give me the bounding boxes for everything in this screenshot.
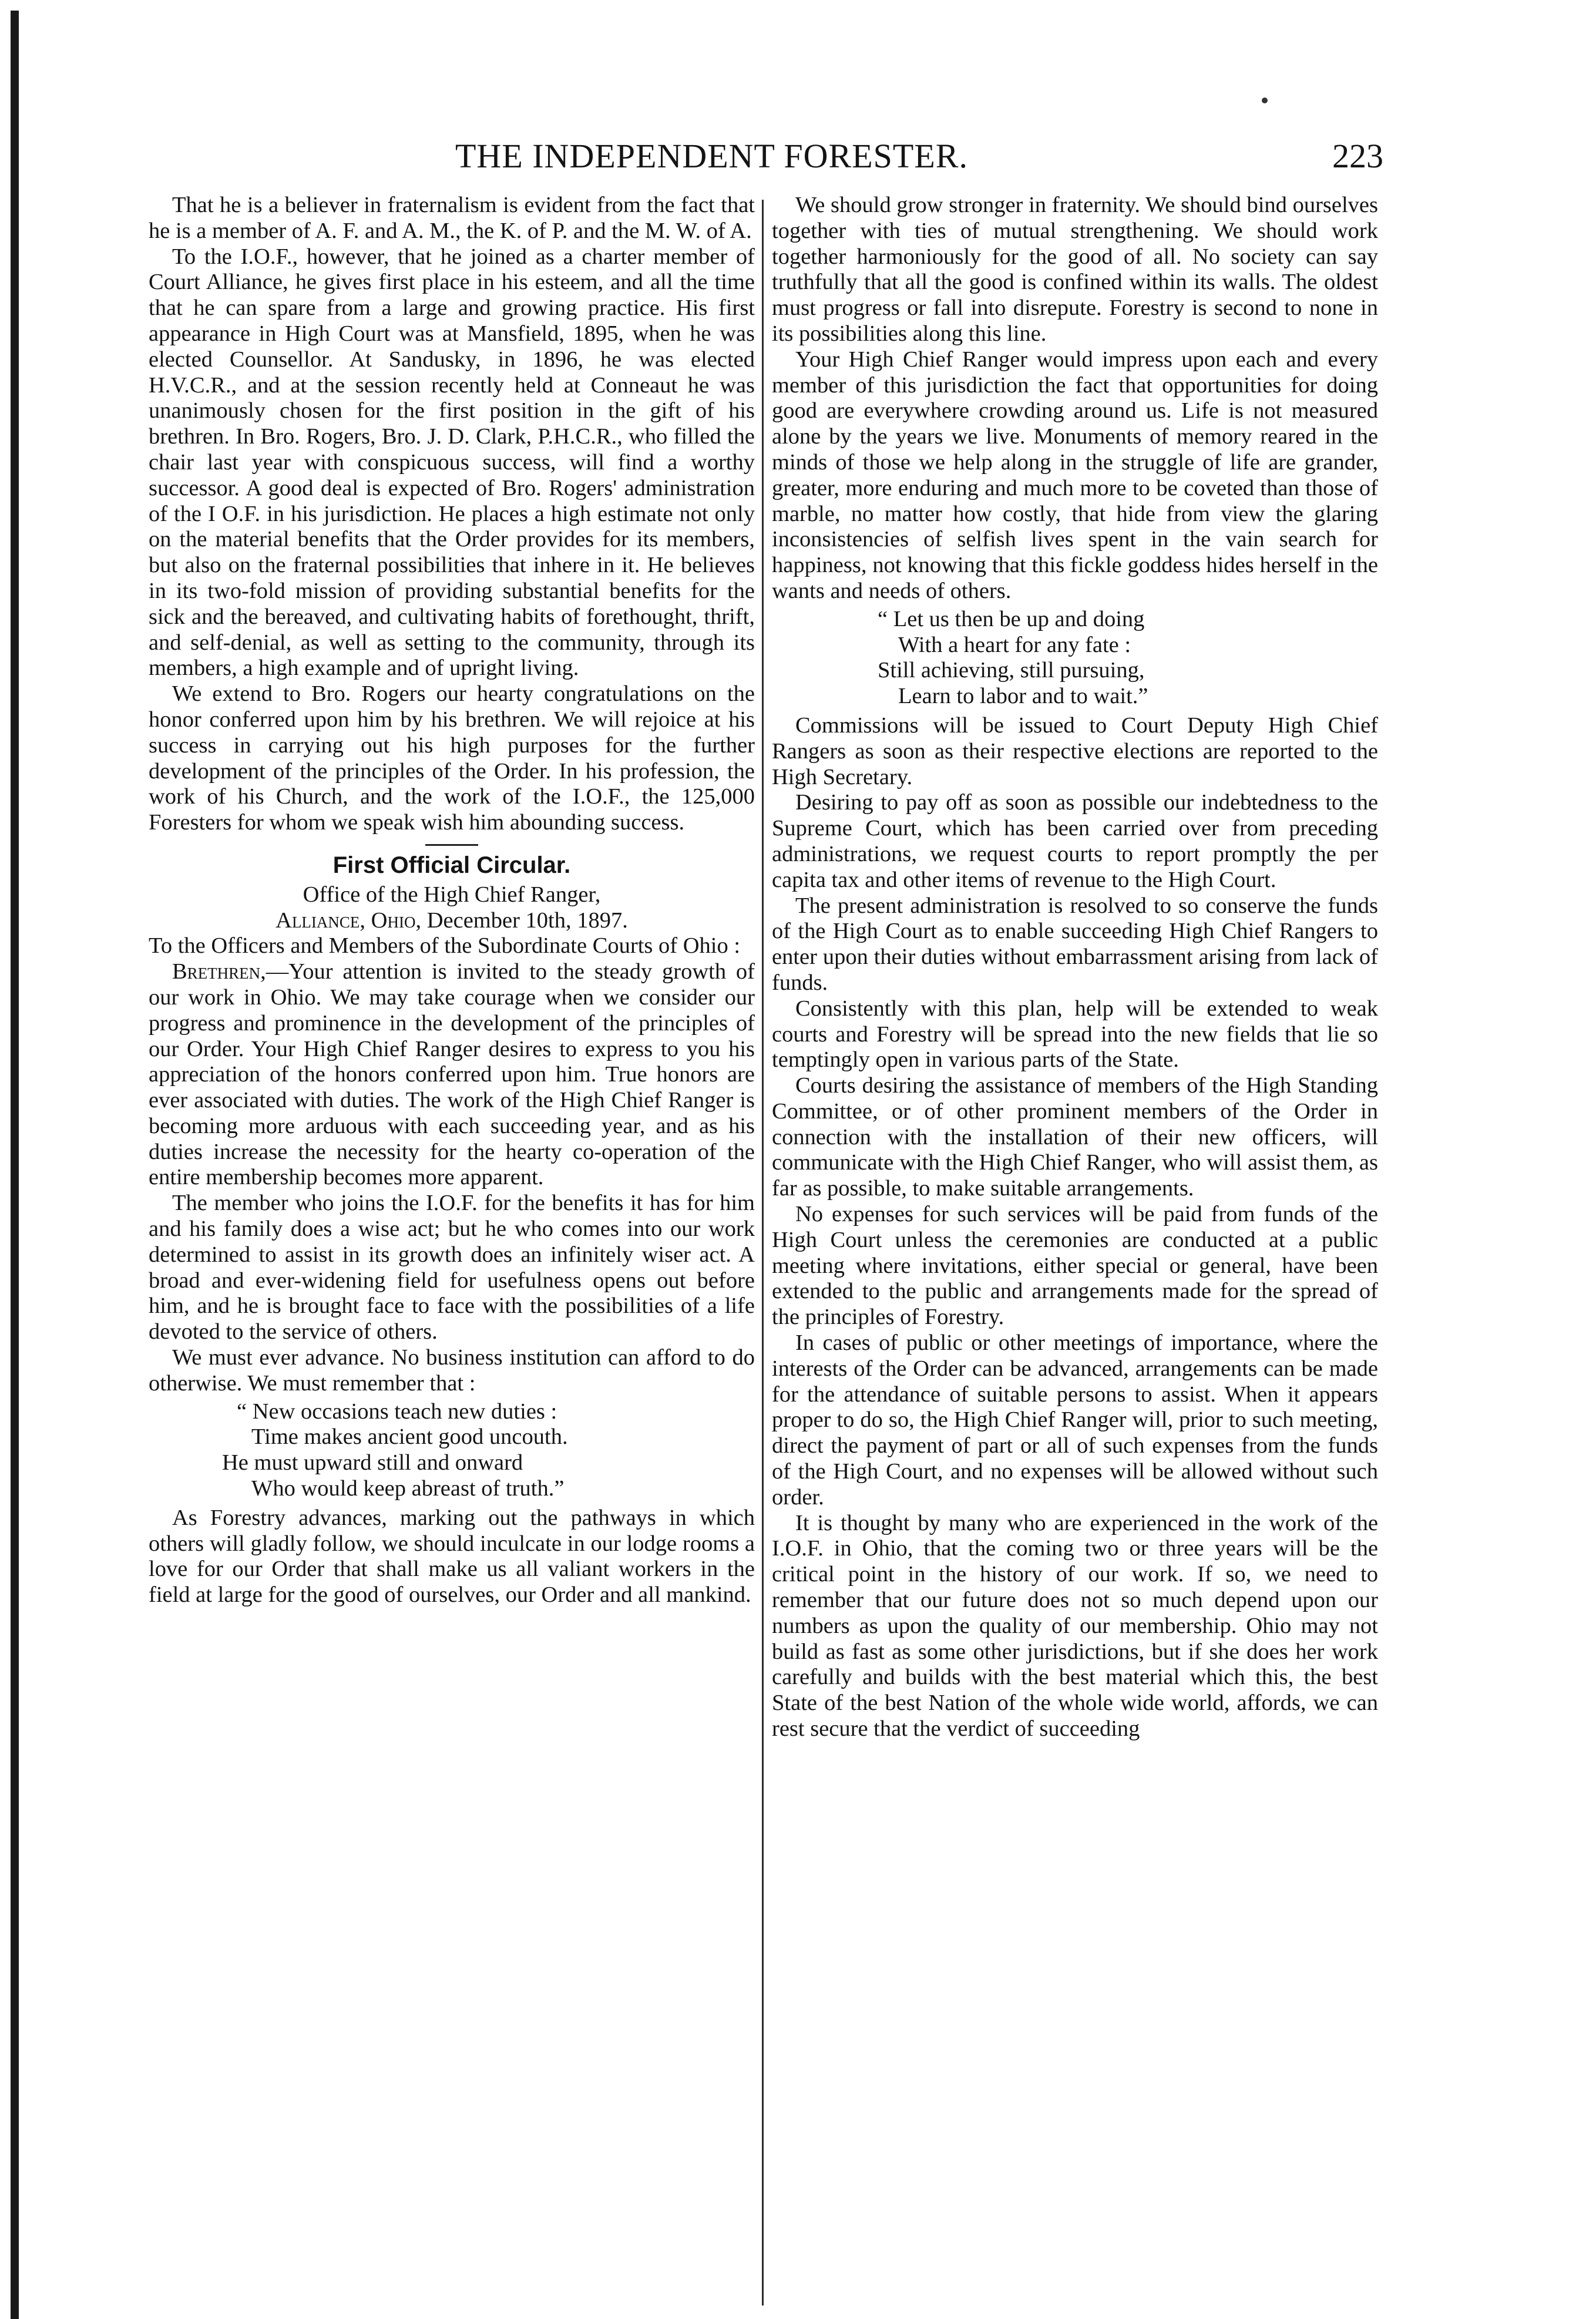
paragraph: Desiring to pay off as soon as possible our indebtedness to the Supreme Court, which has been carried over from preceding administrations, we request courts to report promptly the per capita tax and other items of revenue to the High Court. bbox=[772, 790, 1378, 892]
column-rule bbox=[762, 200, 764, 2305]
dateline bbox=[149, 908, 755, 934]
paragraph: The member who joins the I.O.F. for the benefits it has for him and his family does a wise act; but he who comes into our work determined to assist in its growth does an infinitely wiser act. A broad and ever-widening field for usefulness opens out before him, and he is brought face to face with the possibilities of a life devoted to the service of others. bbox=[149, 1191, 755, 1345]
page-header bbox=[150, 136, 1383, 183]
left-column bbox=[149, 193, 755, 1608]
date: December 10th, 1897. bbox=[426, 908, 628, 933]
salutation: To the Officers and Members of the Subordinate Courts of Ohio : bbox=[149, 933, 741, 959]
paragraph: The present administration is resolved to so conserve the funds of the High Court as to enable succeeding High Chief Rangers to enter upon their duties without embarrassment arising from lack of funds. bbox=[772, 893, 1378, 995]
paragraph: Courts desiring the assistance of members of the High Standing Committee, or of other prominent members of the Order in connection with the installation of their new officers, will communicate with the High Chief Ranger, who will assist them, as far as possible, to make suitable arrangements. bbox=[772, 1073, 1378, 1201]
paragraph: To the I.O.F., however, that he joined as a charter member of Court Alliance, he gives first place in his esteem, and all the time that he can spare from a large and growing practice. His first appearance in High Court was at Mansfield, 1895, when he was elected Counsellor. At Sandusky, in 1896, he was elected H.V.C.R., and at the session recently held at Conneaut he was unanimously chosen for the first position in the gift of his brethren. In Bro. Rogers, Bro. J. D. Clark, P.H.C.R., who filled the chair last year with conspicuous success, will find a worthy successor. A good deal is expected of Bro. Rogers' administration of the I O.F. in his jurisdiction. He places a high estimate not only on the material benefits that the Order provides for its members, but also on the fraternal possibilities that inhere in it. He believes in its two-fold mission of providing substantial benefits for the sick and the bereaved, and cultivating habits of forethought, thrift, and self-denial, as well as setting to the community, through its members, a high example and of upright living. bbox=[149, 244, 755, 681]
poem-line: Time makes ancient good uncouth. bbox=[251, 1424, 568, 1450]
paragraph bbox=[149, 959, 755, 1191]
paragraph: Commissions will be issued to Court Deputy High Chief Rangers as soon as their respective elections are reported to the High Secretary. bbox=[772, 712, 1378, 789]
office-line: Office of the High Chief Ranger, bbox=[303, 882, 601, 907]
paragraph-text: —Your attention is invited to the steady growth of our work in Ohio. We may take courage when we consider our progress and prominence in the development of the principles of our Order. Your High Chief Ranger desires to express to you his appreciation of the honors conferred upon him. True honors are ever associated with duties. The work of the High Chief Ranger is becoming more arduous with each succeeding year, and as his duties increase the necessity for the hearty co-operation of the entire membership becomes more apparent. bbox=[149, 959, 755, 1190]
poem-line: Still achieving, still pursuing, bbox=[878, 658, 1145, 683]
poem-line: With a heart for any fate : bbox=[898, 632, 1131, 657]
paragraph: Consistently with this plan, help will be extended to weak courts and Forestry will be spread into the new fields that lie so temptingly open in various parts of the State. bbox=[772, 996, 1378, 1073]
poem-line: “ Let us then be up and doing bbox=[878, 606, 1145, 631]
location: Alliance, Ohio, bbox=[275, 908, 422, 933]
paragraph: We should grow stronger in fraternity. We should bind ourselves together with ties of mutual strengthening. We should work together harmoniously for the good of all. No society can say truthfully that all the good is confined within its walls. The oldest must progress or fall into disrepute. Forestry is second to none in its possibilities along this line. bbox=[772, 193, 1378, 346]
paragraph: In cases of public or other meetings of importance, where the interests of the Order can be advanced, arrangements can be made for the attendance of suitable persons to assist. When it appears proper to do so, the High Chief Ranger will, prior to such meeting, direct the payment of part or all of such expenses from the funds of the High Court, and no expenses will be allowed without such order. bbox=[772, 1330, 1378, 1510]
section-heading: First Official Circular. bbox=[332, 852, 571, 878]
poem-quote bbox=[149, 1399, 755, 1502]
ink-speck bbox=[1262, 98, 1268, 103]
poem-line: “ New occasions teach new duties : bbox=[237, 1399, 557, 1424]
poem-line: Who would keep abreast of truth.” bbox=[251, 1476, 565, 1501]
salutation-word: Brethren, bbox=[172, 959, 266, 984]
paragraph: That he is a believer in fraternalism is evident from the fact that he is a member of A. F. and A. M., the K. of P. and the M. W. of A. bbox=[149, 193, 755, 243]
section-divider bbox=[425, 844, 478, 846]
paragraph: No expenses for such services will be paid from funds of the High Court unless the ceremonies are conducted at a public meeting where invitations, either special or general, have been extended to the public and arrangements made for the spread of the principles of Forestry. bbox=[772, 1202, 1378, 1330]
page-number: 223 bbox=[1332, 137, 1383, 175]
poem-line: Learn to labor and to wait.” bbox=[898, 684, 1148, 709]
paragraph: We must ever advance. No business institution can afford to do otherwise. We must remember that : bbox=[149, 1345, 755, 1396]
page-edge-bar bbox=[11, 11, 19, 2319]
paragraph: It is thought by many who are experienced in the work of the I.O.F. in Ohio, that the coming two or three years will be the critical point in the history of our work. If so, we need to remember that our future does not so much depend upon our numbers as upon the quality of our membership. Ohio may not build as fast as some other jurisdictions, but if she does her work carefully and builds with the best material which this, the best State of the best Nation of the whole wide world, affords, we can rest secure that the verdict of succeeding bbox=[772, 1510, 1378, 1742]
paragraph: Your High Chief Ranger would impress upon each and every member of this jurisdiction the fact that opportunities for doing good are everywhere crowding around us. Life is not measured alone by the years we live. Monuments of memory reared in the minds of those we help along in the struggle of life are grander, greater, more enduring and much more to be coveted than those of marble, no matter how costly, that hide from view the glaring inconsistencies of selfish lives spent in the vain search for happiness, not knowing that this fickle goddess hides herself in the wants and needs of others. bbox=[772, 347, 1378, 603]
poem-quote bbox=[772, 607, 1378, 710]
right-column bbox=[772, 193, 1378, 1742]
paragraph: We extend to Bro. Rogers our hearty congratulations on the honor conferred upon him by his brethren. We will rejoice at his success in carrying out his high purposes for the further development of the principles of the Order. In his profession, the work of his Church, and the work of the I.O.F., the 125,000 Foresters for whom we speak wish him abounding success. bbox=[149, 681, 755, 835]
running-title: THE INDEPENDENT FORESTER. bbox=[455, 137, 968, 175]
poem-line: He must upward still and onward bbox=[222, 1450, 523, 1476]
paragraph: As Forestry advances, marking out the pathways in which others will gladly follow, we should inculcate in our lodge rooms a love for our Order that shall make us all valiant workers in the field at large for the good of ourselves, our Order and all mankind. bbox=[149, 1505, 755, 1608]
